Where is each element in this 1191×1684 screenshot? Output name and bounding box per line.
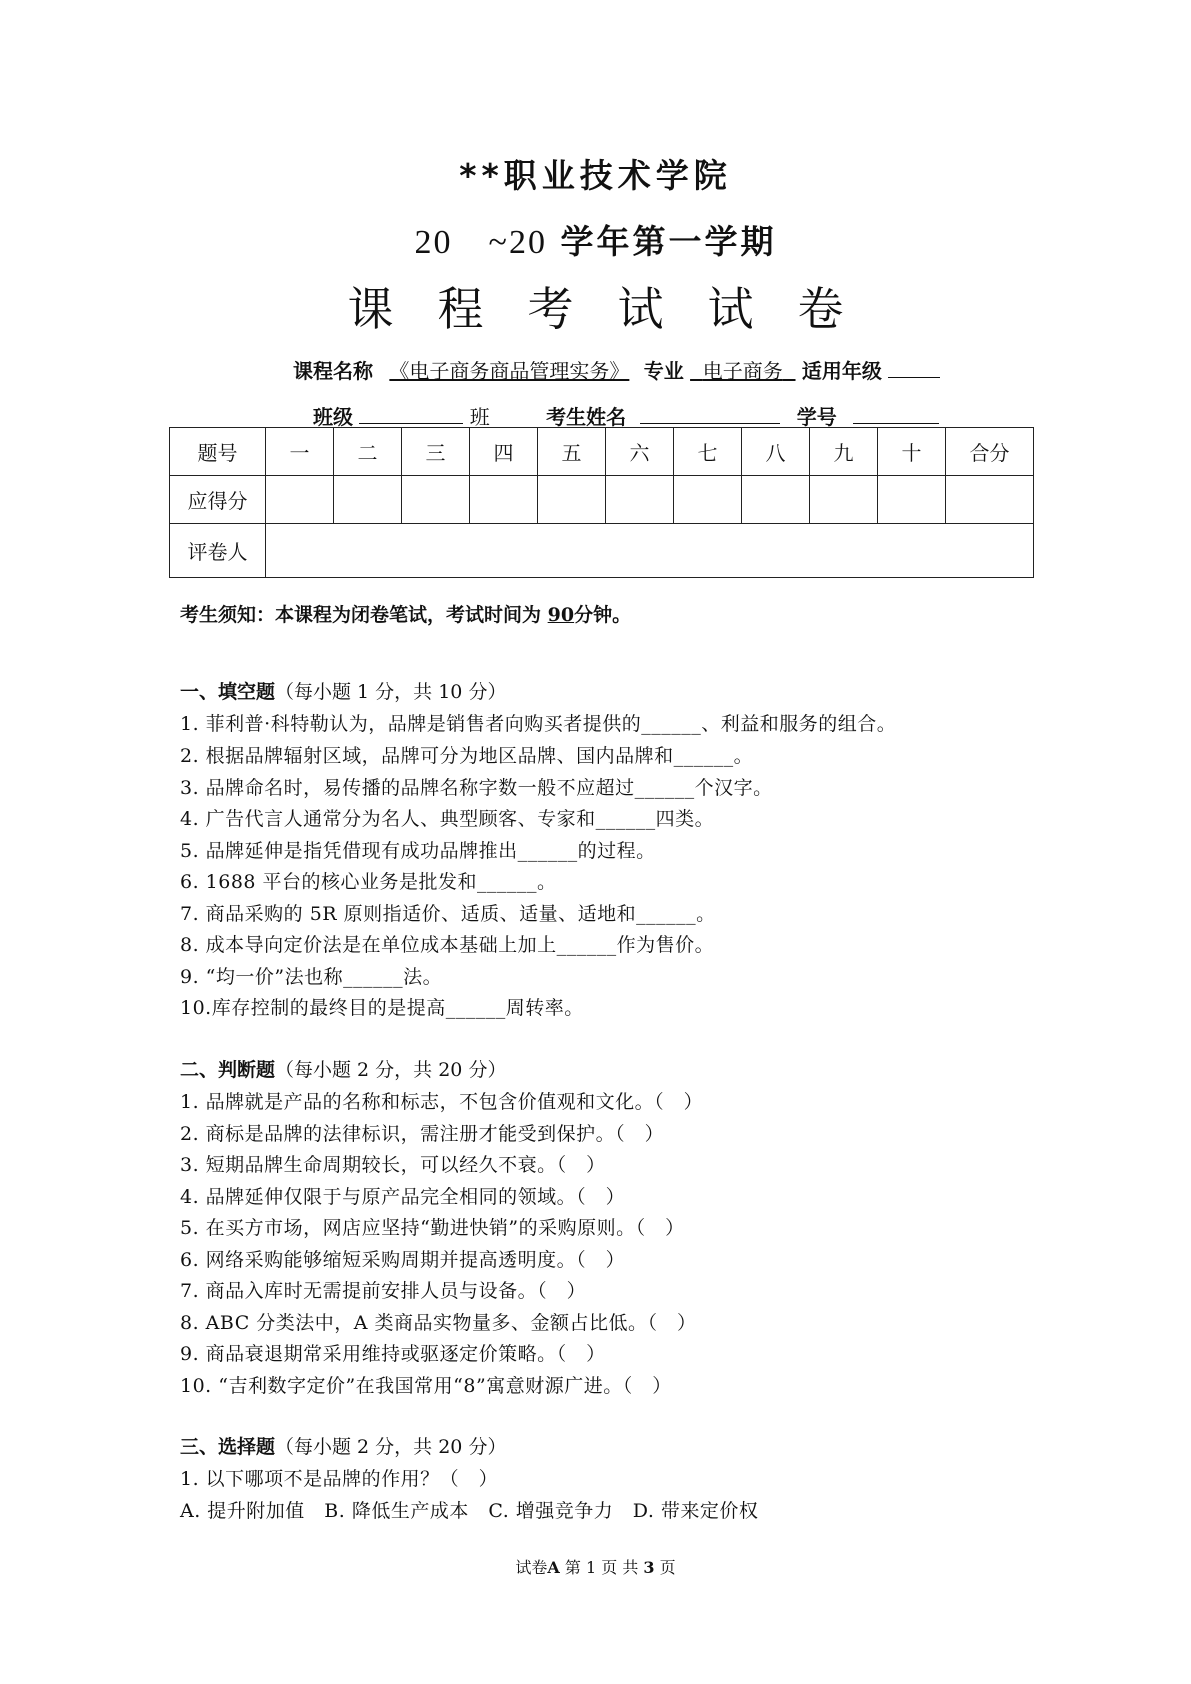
col-header: 三 <box>402 428 470 476</box>
question-item: 1. 以下哪项不是品牌的作用？（ ） <box>180 1468 499 1490</box>
term-text: 学年第一学期 <box>560 222 777 261</box>
question-item: 1. 品牌就是产品的名称和标志，不包含价值观和文化。（ ） <box>180 1091 704 1113</box>
row-label-number: 题号 <box>170 428 266 476</box>
footer-total: 3 <box>643 1558 655 1577</box>
question-item: 7. 商品采购的 5R 原则指适价、适质、适量、适地和______。 <box>180 903 716 925</box>
col-header: 五 <box>538 428 606 476</box>
grade-label: 适用年级 <box>801 359 882 383</box>
footer-page: 1 <box>585 1558 597 1577</box>
col-header: 四 <box>470 428 538 476</box>
class-label: 班级 <box>313 405 353 429</box>
col-header: 十 <box>878 428 946 476</box>
section-title: 三、选择题 <box>180 1436 276 1458</box>
name-label: 考生姓名 <box>546 405 627 429</box>
major-label: 专业 <box>643 359 684 383</box>
grader-cell[interactable] <box>266 524 1034 578</box>
major-text: 电子商务 <box>702 359 783 383</box>
question-item: 10. “吉利数字定价”在我国常用“8”寓意财源广进。（ ） <box>180 1375 672 1397</box>
school-name: **职业技术学院 <box>459 156 732 195</box>
grade-blank[interactable] <box>888 359 940 378</box>
exam-title: 课程考试试卷 <box>347 282 888 336</box>
course-value: 《电子商务商品管理实务》 <box>389 359 630 383</box>
score-cell[interactable] <box>742 476 810 524</box>
student-info-line <box>313 401 939 430</box>
section-heading <box>180 677 506 704</box>
score-cell[interactable] <box>266 476 334 524</box>
question-item: 4. 广告代言人通常分为名人、典型顾客、专家和______四类。 <box>180 808 715 830</box>
section-heading <box>180 1055 506 1082</box>
score-cell-total[interactable] <box>946 476 1034 524</box>
row-label-points: 应得分 <box>170 476 266 524</box>
choice-options: A. 提升附加值 B. 降低生产成本 C. 增强竞争力 D. 带来定价权 <box>180 1500 759 1522</box>
term-years: 20 ~20 <box>414 224 547 261</box>
class-suffix: 班 <box>469 405 490 429</box>
name-blank[interactable] <box>640 405 780 424</box>
section-note: （每小题 2 分，共 20 分） <box>275 1436 507 1458</box>
score-cell[interactable] <box>402 476 470 524</box>
section-heading <box>180 1432 506 1459</box>
score-cell[interactable] <box>538 476 606 524</box>
exam-notice <box>180 600 631 627</box>
col-header: 一 <box>266 428 334 476</box>
section-note: （每小题 1 分，共 10 分） <box>275 681 507 703</box>
col-header: 二 <box>334 428 402 476</box>
col-header: 八 <box>742 428 810 476</box>
notice-minutes: 90 <box>547 604 575 626</box>
question-item: 7. 商品入库时无需提前安排人员与设备。（ ） <box>180 1280 587 1302</box>
score-cell[interactable] <box>606 476 674 524</box>
class-blank[interactable] <box>359 405 463 424</box>
question-item: 8. ABC 分类法中，A 类商品实物量多、金额占比低。（ ） <box>180 1312 697 1334</box>
score-points-row <box>170 476 1034 524</box>
question-item: 3. 短期品牌生命周期较长，可以经久不衰。（ ） <box>180 1154 606 1176</box>
question-item: 1. 菲利普·科特勒认为，品牌是销售者向购买者提供的______、利益和服务的组合。 <box>180 713 897 735</box>
question-item: 2. 根据品牌辐射区域，品牌可分为地区品牌、国内品牌和______。 <box>180 745 754 767</box>
score-cell[interactable] <box>674 476 742 524</box>
section-note: （每小题 2 分，共 20 分） <box>275 1059 507 1081</box>
col-header: 六 <box>606 428 674 476</box>
score-cell[interactable] <box>878 476 946 524</box>
footer-mid2: 页 共 <box>601 1558 639 1577</box>
footer-pre: 试卷 <box>515 1558 548 1577</box>
notice-prefix: 考生须知：本课程为闭卷笔试，考试时间为 <box>180 604 542 626</box>
score-cell[interactable] <box>334 476 402 524</box>
term-line <box>0 214 1191 263</box>
score-header-row <box>170 428 1034 476</box>
question-item: 6. 网络采购能够缩短采购周期并提高透明度。（ ） <box>180 1249 626 1271</box>
footer-mid1: 第 <box>564 1558 581 1577</box>
score-grader-row <box>170 524 1034 578</box>
major-value <box>690 359 795 383</box>
footer-paper: A <box>547 1558 560 1577</box>
score-cell[interactable] <box>810 476 878 524</box>
question-item: 10.库存控制的最终目的是提高______周转率。 <box>180 997 584 1019</box>
question-item: 2. 商标是品牌的法律标识，需注册才能受到保护。（ ） <box>180 1123 665 1145</box>
question-item: 3. 品牌命名时，易传播的品牌名称字数一般不应超过______个汉字。 <box>180 777 773 799</box>
page-footer <box>0 1555 1191 1578</box>
id-label: 学号 <box>796 405 837 429</box>
id-blank[interactable] <box>853 405 939 424</box>
score-cell[interactable] <box>470 476 538 524</box>
course-info-line <box>293 355 940 384</box>
question-item: 5. 在买方市场，网店应坚持“勤进快销”的采购原则。（ ） <box>180 1217 685 1239</box>
score-table <box>169 427 1034 578</box>
notice-suffix: 分钟。 <box>574 604 632 626</box>
course-label: 课程名称 <box>293 359 373 383</box>
question-item: 9. 商品衰退期常采用维持或驱逐定价策略。（ ） <box>180 1343 606 1365</box>
question-item: 6. 1688 平台的核心业务是批发和______。 <box>180 871 557 893</box>
col-header: 九 <box>810 428 878 476</box>
col-header-total: 合分 <box>946 428 1034 476</box>
question-item: 4. 品牌延伸仅限于与原产品完全相同的领域。（ ） <box>180 1186 626 1208</box>
question-item: 9. “均一价”法也称______法。 <box>180 966 443 988</box>
question-item: 5. 品牌延伸是指凭借现有成功品牌推出______的过程。 <box>180 840 656 862</box>
question-item: 8. 成本导向定价法是在单位成本基础上加上______作为售价。 <box>180 934 715 956</box>
row-label-grader: 评卷人 <box>170 524 266 578</box>
section-title: 二、判断题 <box>180 1059 276 1081</box>
section-title: 一、填空题 <box>180 681 276 703</box>
col-header: 七 <box>674 428 742 476</box>
footer-end: 页 <box>659 1558 676 1577</box>
